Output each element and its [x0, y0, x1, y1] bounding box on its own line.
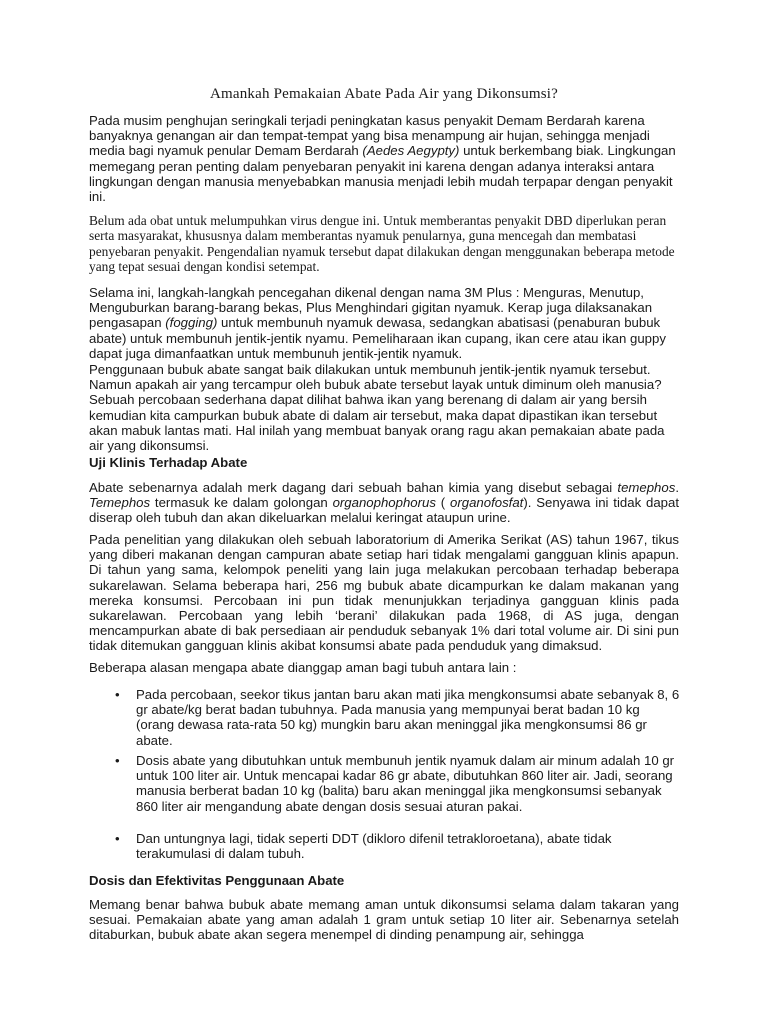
- italic-term: (Aedes Aegypty): [362, 143, 460, 159]
- section-heading-uji-klinis: Uji Klinis Terhadap Abate: [89, 455, 248, 470]
- italic-term: temephos: [617, 480, 676, 495]
- list-item-text: Dan untungnya lagi, tidak seperti DDT (dikloro difenil tetrakloroetana), abate tidak terakumulasi di dalam tubuh.: [136, 831, 612, 862]
- text-span: Pada musim penghujan seringkali terjadi peningkatan kasus penyakit Demam Berdarah karena banyaknya genangan air dan tempat-tempat yang bisa menampung air hujan, sehingga menjadi media bagi nyamuk penular Demam Berdarah: [89, 113, 650, 159]
- section-heading-dosis: Dosis dan Efektivitas Penggunaan Abate: [89, 873, 345, 888]
- text-span: (: [435, 495, 451, 511]
- paragraph-3m-plus: [89, 285, 679, 361]
- paragraph-alasan: Beberapa alasan mengapa abate dianggap aman bagi tubuh antara lain :: [89, 660, 517, 675]
- document-title: Amankah Pemakaian Abate Pada Air yang Dikonsumsi?: [209, 86, 559, 102]
- paragraph-intro: [89, 113, 679, 204]
- bullet-icon: •: [115, 831, 120, 846]
- paragraph-dengue: Belum ada obat untuk melumpuhkan virus dengue ini. Untuk memberantas penyakit DBD diperlukan peran serta masyarakat, khususnya dalam memberantas nyamuk penularnya, guna mencegah dan membatasi penyebaran penyakit. Pengendalian nyamuk tersebut dapat dilakukan dengan menggunakan beberapa metode yang tepat sesuai dengan kondisi setempat.: [89, 213, 675, 275]
- paragraph-abate-usage: Penggunaan bubuk abate sangat baik dilakukan untuk membunuh jentik-jentik nyamuk tersebut. Namun apakah air yang tercampur oleh bubuk abate tersebut layak untuk diminum oleh manusia? Sebuah percobaan sederhana dapat dilihat bahwa ikan yang berenang di dalam air yang bersih kemudian kita campurkan bubuk abate di dalam air tersebut, maka dapat dipastikan ikan tersebut akan mabuk lantas mati. Hal inilah yang membuat banyak orang ragu akan pemakaian abate pada air yang dikonsumsi.: [89, 362, 665, 454]
- list-item-text: Dosis abate yang dibutuhkan untuk membunuh jentik nyamuk dalam air minum adalah 10 gr untuk 100 liter air. Untuk mencapai kadar 86 gr abate, dibutuhkan 860 liter air. Jadi, seorang manusia berberat badan 10 kg (balita) baru akan meninggal jika mengkonsumsi sebanyak 860 liter air mengandung abate dengan dosis sesuai aturan pakai.: [136, 753, 675, 814]
- italic-term: (fogging): [165, 315, 218, 331]
- text-span: untuk berkembang biak. Lingkungan memegang peran penting dalam penyebaran penyakit ini karena dengan adanya interaksi antara lingkungan dengan manusia menyebabkan manusia menjadi lebih mudah terpapar dengan penyakit ini.: [89, 143, 676, 205]
- bullet-icon: •: [115, 687, 120, 702]
- bullet-icon: •: [115, 753, 120, 768]
- text-span: termasuk ke dalam golongan: [150, 495, 333, 511]
- text-span: ). Senyawa ini tidak dapat diserap oleh tubuh dan akan dikeluarkan melalui keringat ataupun urine.: [89, 495, 679, 526]
- text-span: untuk membunuh nyamuk dewasa, sedangkan abatisasi (penaburan bubuk abate) untuk membunuh jentik-jentik nyamu. Pemeliharaan ikan cupang, ikan cere atau ikan guppy dapat juga dimanfaatkan untuk membunuh jentik-jentik nyamuk.: [89, 315, 666, 361]
- italic-term: organophophorus: [332, 495, 436, 511]
- text-span: Abate sebenarnya adalah merk dagang dari sebuah bahan kimia yang disebut sebagai: [89, 480, 618, 495]
- paragraph-temephos: [89, 480, 679, 526]
- italic-term: Temephos: [89, 495, 151, 511]
- paragraph-dosis: Memang benar bahwa bubuk abate memang aman untuk dikonsumsi selama dalam takaran yang sesuai. Pemakaian abate yang aman adalah 1 gram untuk setiap 10 liter air. Sebenarnya setelah ditaburkan, bubuk abate akan segera menempel di dinding penampung air, sehingga: [89, 897, 679, 943]
- text-span: Selama ini, langkah-langkah pencegahan dikenal dengan nama 3M Plus : Menguras, Menutup, Menguburkan barang-barang bekas, Plus Menghindari gigitan nyamuk. Kerap juga dilaksanakan pengasapan: [89, 285, 653, 331]
- paragraph-penelitian: Pada penelitian yang dilakukan oleh sebuah laboratorium di Amerika Serikat (AS) tahun 1967, tikus yang diberi makanan dengan campuran abate setiap hari tidak mengalami gangguan klinis apapun. Di tahun yang sama, kelompok peneliti yang lain juga melakukan percobaan terhadap beberapa sukarelawan. Selama beberapa hari, 256 mg bubuk abate dicampurkan ke dalam makanan yang mereka konsumsi. Percobaan ini pun tidak menunjukkan terjadinya gangguan klinis pada sukarelawan. Percobaan yang lebih ‘berani’ dilakukan pada 1968, di AS juga, dengan mencampurkan abate di bak persediaan air penduduk sebanyak 1% dari total volume air. Di sini pun tidak ditemukan gangguan klinis akibat konsumsi abate pada penduduk yang dimaksud.: [89, 532, 679, 654]
- italic-term: organofosfat: [450, 495, 524, 511]
- list-item-text: Pada percobaan, seekor tikus jantan baru akan mati jika mengkonsumsi abate sebanyak 8, 6 gr abate/kg berat badan tubuhnya. Pada manusia yang mempunyai berat badan 10 kg (orang dewasa rata-rata 50 kg) mungkin baru akan meninggal jika mengkonsumsi 86 gr abate.: [136, 687, 680, 748]
- text-span: .: [675, 480, 679, 495]
